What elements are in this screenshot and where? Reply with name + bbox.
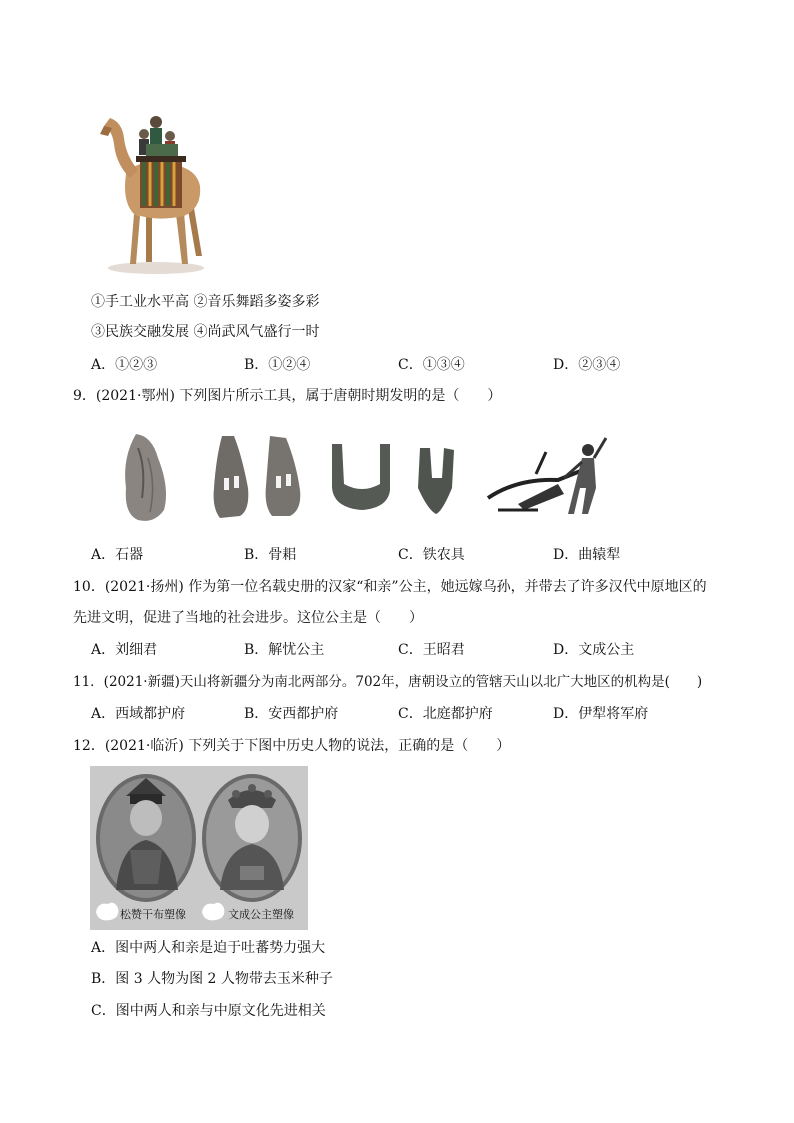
q9-stem: 9．(2021·鄂州) 下列图片所示工具，属于唐朝时期发明的是（ ）	[73, 388, 502, 404]
q10-option-b[interactable]: B．解忧公主	[244, 642, 325, 658]
q12-option-a[interactable]: A．图中两人和亲是迫于吐蕃势力强大	[91, 940, 326, 956]
q10-stem-line2: 先进文明，促进了当地的社会进步。这位公主是（ ）	[73, 610, 423, 626]
caption-princess-wencheng: 文成公主塑像	[228, 908, 294, 921]
q11-option-c[interactable]: C．北庭都护府	[398, 706, 493, 722]
q9-option-c[interactable]: C．铁农具	[398, 547, 465, 563]
stone-tool-icon	[125, 434, 166, 521]
q11-stem: 11．(2021·新疆)天山将新疆分为南北两部分。702年，唐朝设立的管辖天山以北广大地区的机构是( )	[73, 674, 703, 690]
q10-option-d[interactable]: D．文成公主	[553, 642, 635, 658]
q8-option-a[interactable]: A．①②③	[91, 357, 158, 373]
tri-color-camel-figure	[96, 104, 208, 276]
q10-option-a[interactable]: A．刘细君	[91, 642, 158, 658]
q11-option-d[interactable]: D．伊犁将军府	[553, 706, 649, 722]
q10-option-c[interactable]: C．王昭君	[398, 642, 465, 658]
q9-option-b[interactable]: B．骨耜	[244, 547, 297, 563]
q10-stem-line1: 10．(2021·扬州) 作为第一位名载史册的汉家“和亲”公主，她远嫁乌孙，并带去了许多汉代中原地区的	[73, 579, 707, 595]
q8-statements-line1: ①手工业水平高 ②音乐舞蹈多姿多彩	[91, 294, 320, 310]
q12-option-c[interactable]: C．图中两人和亲与中原文化先进相关	[91, 1003, 326, 1019]
curved-shaft-plow-icon	[488, 438, 606, 514]
q11-option-b[interactable]: B．安西都护府	[244, 706, 339, 722]
iron-tool-icon	[332, 444, 454, 514]
q9-option-d[interactable]: D．曲辕犁	[553, 547, 621, 563]
q11-option-a[interactable]: A．西域都护府	[91, 706, 186, 722]
q12-option-b[interactable]: B．图 3 人物为图 2 人物带去玉米种子	[91, 971, 333, 987]
q9-tools-image	[118, 428, 618, 524]
q8-option-b[interactable]: B．①②④	[244, 357, 311, 373]
caption-songtsen-gampo: 松赞干布塑像	[120, 908, 186, 921]
q9-option-a[interactable]: A．石器	[91, 547, 144, 563]
q8-statements-line2: ③民族交融发展 ④尚武风气盛行一时	[91, 324, 320, 340]
q8-option-c[interactable]: C．①③④	[398, 357, 465, 373]
q8-option-d[interactable]: D．②③④	[553, 357, 621, 373]
q12-statues-photo	[90, 766, 308, 930]
q12-stem: 12．(2021·临沂) 下列关于下图中历史人物的说法，正确的是（ ）	[73, 738, 511, 754]
bone-spade-icon	[214, 436, 301, 518]
